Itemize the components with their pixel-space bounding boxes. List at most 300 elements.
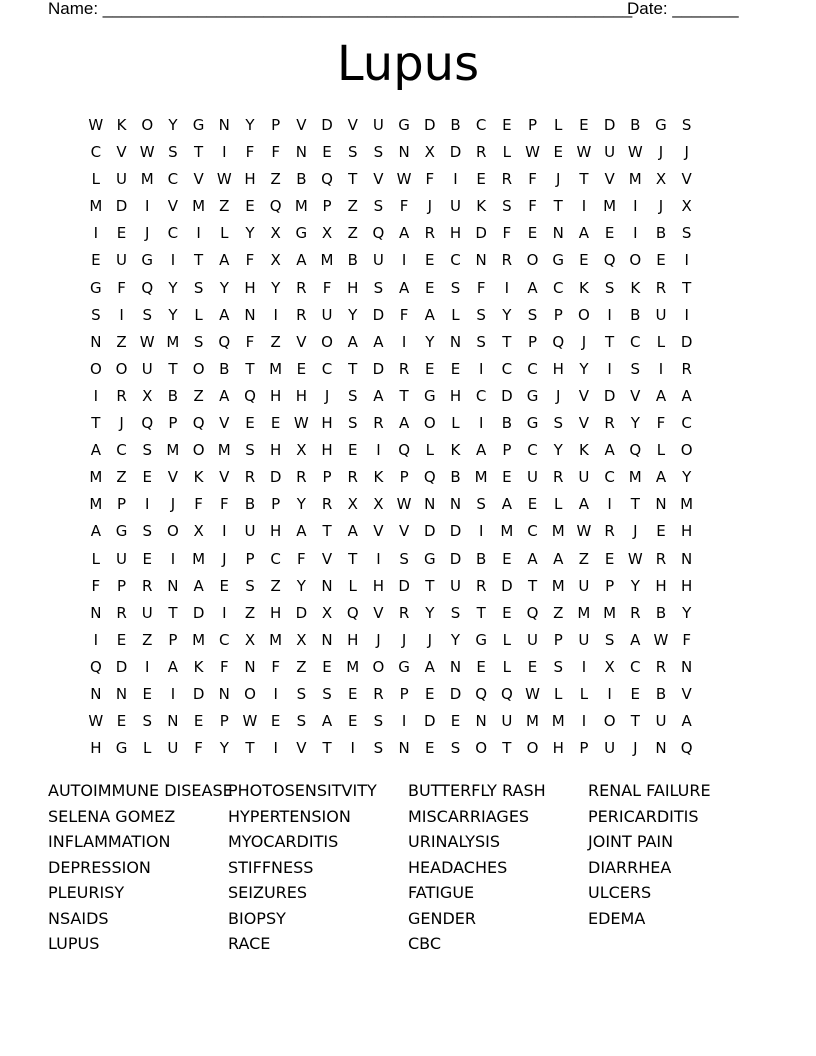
grid-letter: G bbox=[398, 116, 410, 134]
grid-letter: R bbox=[655, 657, 667, 676]
grid-letter: K bbox=[578, 278, 589, 297]
grid-letter: M bbox=[551, 712, 565, 731]
word-item: CBC bbox=[408, 934, 442, 953]
grid-letter: D bbox=[115, 197, 128, 216]
grid-letter: A bbox=[476, 441, 487, 460]
grid-letter: C bbox=[219, 630, 230, 649]
grid-letter: E bbox=[322, 657, 332, 676]
grid-letter: P bbox=[528, 116, 538, 134]
grid-letter: U bbox=[527, 468, 539, 487]
grid-letter: R bbox=[655, 549, 667, 568]
grid-letter: J bbox=[427, 630, 432, 649]
grid-letter: N bbox=[424, 495, 436, 514]
grid-row bbox=[83, 112, 700, 139]
grid-letter: T bbox=[399, 386, 409, 405]
grid-letter: Z bbox=[116, 468, 127, 487]
grid-row bbox=[83, 600, 700, 627]
grid-letter: G bbox=[423, 386, 436, 405]
grid-letter: I bbox=[607, 684, 612, 703]
grid-letter: X bbox=[270, 251, 281, 270]
grid-letter: T bbox=[348, 170, 358, 189]
grid-letter: F bbox=[656, 414, 666, 433]
grid-letter: L bbox=[91, 549, 101, 568]
grid-letter: X bbox=[270, 224, 281, 243]
grid-letter: C bbox=[630, 332, 641, 351]
word-item: PLEURISY bbox=[48, 883, 125, 902]
grid-letter: P bbox=[502, 441, 512, 460]
grid-letter: Y bbox=[296, 495, 306, 514]
grid-letter: D bbox=[269, 468, 282, 487]
grid-letter: D bbox=[192, 684, 205, 703]
grid-letter: C bbox=[552, 278, 564, 297]
grid-letter: S bbox=[296, 712, 307, 731]
grid-letter: U bbox=[116, 251, 128, 270]
grid-letter: I bbox=[170, 684, 176, 703]
grid-letter: J bbox=[222, 549, 227, 568]
grid-letter: O bbox=[244, 684, 256, 703]
grid-letter: Q bbox=[269, 197, 282, 216]
grid-letter: M bbox=[526, 712, 539, 731]
grid-letter: K bbox=[578, 441, 589, 460]
grid-letter: P bbox=[271, 116, 281, 134]
grid-letter: A bbox=[655, 468, 667, 487]
grid-letter: S bbox=[142, 522, 152, 541]
grid-letter: U bbox=[578, 576, 590, 595]
grid-letter: V bbox=[604, 170, 615, 189]
grid-letter: F bbox=[219, 495, 229, 514]
grid-letter: H bbox=[295, 386, 307, 405]
grid-letter: A bbox=[604, 441, 615, 460]
grid-letter: E bbox=[91, 251, 101, 270]
grid-letter: P bbox=[271, 495, 281, 514]
grid-letter: J bbox=[324, 386, 330, 405]
grid-letter: H bbox=[449, 386, 462, 405]
grid-letter: D bbox=[475, 224, 487, 243]
word-item: DIARRHEA bbox=[588, 857, 672, 877]
grid-letter: Q bbox=[192, 414, 205, 433]
grid-letter: S bbox=[450, 603, 461, 622]
grid-letter: N bbox=[475, 712, 487, 731]
grid-letter: J bbox=[556, 386, 561, 405]
grid-row bbox=[83, 356, 700, 383]
grid-letter: V bbox=[681, 684, 692, 703]
grid-letter: E bbox=[527, 224, 538, 243]
grid-letter: A bbox=[219, 386, 230, 405]
grid-letter: E bbox=[425, 359, 435, 378]
grid-letter: V bbox=[373, 522, 384, 541]
grid-letter: E bbox=[270, 414, 281, 433]
grid-letter: Q bbox=[475, 684, 488, 703]
grid-letter: I bbox=[607, 495, 612, 514]
grid-letter: O bbox=[578, 305, 590, 324]
grid-letter: P bbox=[579, 739, 589, 758]
grid-letter: I bbox=[145, 657, 150, 676]
grid-row bbox=[83, 410, 700, 437]
grid-letter: M bbox=[89, 468, 103, 487]
grid-letter: E bbox=[193, 712, 204, 731]
grid-letter: S bbox=[193, 332, 204, 351]
grid-letter: E bbox=[476, 657, 486, 676]
grid-letter: Q bbox=[89, 657, 102, 676]
grid-letter: P bbox=[219, 712, 229, 731]
grid-letter: H bbox=[270, 603, 282, 622]
grid-letter: S bbox=[322, 684, 332, 703]
word-column bbox=[408, 778, 588, 957]
grid-letter: A bbox=[373, 332, 384, 351]
grid-letter: N bbox=[244, 657, 256, 676]
grid-letter: I bbox=[581, 712, 587, 731]
grid-letter: A bbox=[630, 630, 641, 649]
grid-letter: J bbox=[145, 224, 150, 243]
grid-row bbox=[83, 275, 700, 302]
grid-letter: Y bbox=[271, 278, 281, 297]
grid-letter: F bbox=[322, 278, 332, 297]
grid-letter: O bbox=[192, 359, 205, 378]
word-item: NSAIDS bbox=[48, 908, 109, 928]
grid-letter: D bbox=[501, 386, 513, 405]
grid-letter: X bbox=[424, 143, 435, 162]
grid-letter: W bbox=[627, 549, 643, 568]
grid-letter: G bbox=[295, 224, 308, 243]
grid-letter: T bbox=[168, 359, 178, 378]
grid-letter: A bbox=[90, 441, 101, 460]
word-item: STIFFNESS bbox=[228, 857, 314, 877]
grid-letter: S bbox=[630, 359, 641, 378]
grid-letter: I bbox=[478, 414, 484, 433]
grid-letter: U bbox=[116, 549, 128, 568]
grid-letter: E bbox=[142, 549, 152, 568]
grid-letter: S bbox=[450, 278, 461, 297]
grid-letter: G bbox=[141, 251, 154, 270]
grid-letter: J bbox=[658, 197, 664, 216]
grid-letter: F bbox=[91, 576, 101, 595]
grid-letter: O bbox=[167, 522, 179, 541]
grid-letter: U bbox=[604, 739, 616, 758]
word-item: INFLAMMATION bbox=[48, 832, 171, 851]
grid-letter: L bbox=[220, 224, 229, 243]
grid-letter: K bbox=[193, 468, 204, 487]
grid-letter: I bbox=[684, 251, 689, 270]
grid-letter: I bbox=[607, 305, 612, 324]
grid-letter: I bbox=[581, 197, 587, 216]
grid-letter: Z bbox=[270, 332, 281, 351]
grid-letter: T bbox=[194, 251, 204, 270]
grid-letter: X bbox=[655, 170, 667, 189]
grid-letter: E bbox=[656, 251, 666, 270]
grid-letter: E bbox=[450, 712, 461, 731]
grid-letter: C bbox=[90, 143, 102, 162]
grid-letter: H bbox=[681, 522, 693, 541]
grid-letter: E bbox=[656, 522, 666, 541]
grid-letter: I bbox=[170, 251, 176, 270]
date-field-label: Date: _______ bbox=[627, 0, 739, 18]
grid-letter: L bbox=[502, 630, 512, 649]
grid-letter: N bbox=[449, 657, 462, 676]
grid-letter: M bbox=[192, 630, 206, 649]
grid-letter: R bbox=[244, 468, 256, 487]
grid-row bbox=[83, 166, 700, 193]
grid-letter: Y bbox=[168, 116, 178, 134]
grid-letter: B bbox=[167, 386, 179, 405]
grid-letter: I bbox=[273, 305, 278, 324]
grid-letter: T bbox=[425, 576, 435, 595]
grid-letter: T bbox=[682, 278, 692, 297]
grid-letter: A bbox=[347, 332, 358, 351]
grid-letter: P bbox=[399, 684, 409, 703]
grid-letter: E bbox=[425, 278, 435, 297]
grid-row bbox=[83, 573, 700, 600]
grid-letter: Y bbox=[348, 305, 358, 324]
grid-letter: W bbox=[627, 143, 643, 162]
grid-letter: T bbox=[245, 739, 255, 758]
grid-letter: R bbox=[347, 468, 358, 487]
grid-letter: U bbox=[578, 630, 590, 649]
grid-letter: S bbox=[399, 549, 409, 568]
grid-letter: W bbox=[88, 712, 104, 731]
grid-row bbox=[83, 247, 700, 274]
grid-letter: G bbox=[398, 657, 410, 676]
grid-letter: Z bbox=[193, 386, 204, 405]
grid-letter: M bbox=[500, 522, 514, 541]
grid-letter: O bbox=[629, 251, 642, 270]
grid-letter: F bbox=[194, 739, 203, 758]
grid-letter: H bbox=[449, 224, 462, 243]
word-item: ULCERS bbox=[588, 883, 652, 902]
grid-row bbox=[83, 708, 700, 735]
grid-letter: E bbox=[245, 197, 255, 216]
grid-letter: C bbox=[116, 441, 127, 460]
grid-row bbox=[83, 220, 700, 247]
grid-letter: W bbox=[293, 414, 309, 433]
grid-letter: S bbox=[142, 712, 152, 731]
grid-letter: R bbox=[373, 414, 384, 433]
grid-letter: A bbox=[681, 712, 692, 731]
grid-letter: C bbox=[527, 359, 538, 378]
word-item: LUPUS bbox=[48, 934, 100, 953]
grid-letter: G bbox=[526, 386, 539, 405]
grid-letter: S bbox=[245, 576, 255, 595]
grid-letter: D bbox=[501, 576, 513, 595]
grid-letter: F bbox=[682, 630, 691, 649]
grid-letter: L bbox=[554, 116, 563, 134]
grid-row bbox=[83, 735, 700, 762]
grid-letter: D bbox=[424, 116, 436, 134]
grid-letter: Y bbox=[296, 576, 306, 595]
grid-letter: F bbox=[528, 170, 537, 189]
grid-letter: T bbox=[579, 170, 589, 189]
grid-letter: G bbox=[526, 414, 539, 433]
grid-letter: U bbox=[655, 712, 667, 731]
grid-letter: W bbox=[576, 143, 592, 162]
grid-letter: Z bbox=[270, 170, 281, 189]
grid-letter: X bbox=[296, 630, 307, 649]
grid-letter: F bbox=[245, 251, 255, 270]
grid-letter: D bbox=[321, 116, 333, 134]
grid-letter: R bbox=[501, 251, 513, 270]
grid-letter: B bbox=[630, 116, 641, 134]
grid-letter: E bbox=[347, 712, 358, 731]
grid-letter: E bbox=[425, 251, 435, 270]
grid-letter: L bbox=[451, 305, 460, 324]
grid-letter: C bbox=[167, 170, 179, 189]
letter-grid bbox=[83, 112, 700, 762]
grid-letter: V bbox=[630, 386, 641, 405]
grid-letter: R bbox=[424, 224, 435, 243]
grid-letter: U bbox=[501, 712, 513, 731]
grid-letter: B bbox=[476, 549, 487, 568]
word-item: HYPERTENSION bbox=[228, 806, 351, 826]
grid-letter: G bbox=[192, 116, 205, 134]
grid-letter: J bbox=[119, 414, 124, 433]
grid-letter: L bbox=[579, 684, 589, 703]
grid-letter: C bbox=[475, 386, 487, 405]
grid-letter: U bbox=[449, 576, 461, 595]
grid-letter: D bbox=[449, 143, 462, 162]
grid-letter: S bbox=[347, 386, 358, 405]
grid-letter: S bbox=[553, 414, 563, 433]
grid-letter: Q bbox=[141, 278, 154, 297]
grid-row bbox=[83, 437, 700, 464]
grid-row bbox=[83, 383, 700, 410]
grid-letter: E bbox=[476, 170, 486, 189]
grid-letter: Q bbox=[372, 224, 385, 243]
grid-letter: E bbox=[116, 630, 127, 649]
grid-letter: H bbox=[244, 170, 256, 189]
grid-letter: A bbox=[193, 576, 204, 595]
grid-letter: N bbox=[655, 739, 667, 758]
grid-letter: P bbox=[117, 576, 127, 595]
grid-letter: A bbox=[321, 712, 333, 731]
grid-letter: Z bbox=[116, 332, 127, 351]
grid-letter: P bbox=[322, 197, 332, 216]
grid-letter: W bbox=[88, 116, 104, 134]
grid-letter: W bbox=[139, 143, 155, 162]
grid-letter: E bbox=[604, 549, 615, 568]
grid-letter: J bbox=[633, 522, 638, 541]
grid-letter: R bbox=[630, 603, 641, 622]
grid-letter: U bbox=[655, 305, 667, 324]
grid-letter: N bbox=[398, 143, 410, 162]
grid-letter: R bbox=[296, 278, 307, 297]
grid-letter: Y bbox=[219, 739, 229, 758]
grid-letter: Y bbox=[502, 305, 512, 324]
word-column bbox=[228, 778, 408, 957]
grid-letter: R bbox=[398, 603, 410, 622]
grid-letter: U bbox=[116, 170, 128, 189]
grid-letter: O bbox=[141, 116, 154, 134]
grid-letter: Z bbox=[347, 197, 358, 216]
grid-letter: U bbox=[372, 251, 384, 270]
grid-letter: N bbox=[398, 739, 410, 758]
word-column bbox=[588, 778, 768, 931]
grid-letter: X bbox=[244, 630, 256, 649]
grid-letter: J bbox=[556, 170, 561, 189]
grid-letter: O bbox=[372, 657, 385, 676]
grid-letter: Q bbox=[398, 441, 410, 460]
word-item: EDEMA bbox=[588, 908, 646, 928]
grid-letter: R bbox=[116, 603, 127, 622]
grid-row bbox=[83, 654, 700, 681]
grid-letter: T bbox=[630, 712, 640, 731]
grid-letter: E bbox=[347, 441, 358, 460]
grid-letter: I bbox=[633, 224, 638, 243]
grid-letter: F bbox=[399, 197, 409, 216]
grid-letter: O bbox=[321, 332, 333, 351]
grid-letter: L bbox=[425, 441, 434, 460]
grid-letter: U bbox=[578, 468, 590, 487]
grid-letter: V bbox=[681, 170, 692, 189]
grid-letter: B bbox=[219, 359, 230, 378]
grid-letter: S bbox=[527, 305, 538, 324]
grid-letter: B bbox=[244, 495, 256, 514]
grid-letter: Y bbox=[682, 468, 692, 487]
grid-letter: H bbox=[244, 278, 256, 297]
grid-letter: S bbox=[373, 278, 384, 297]
grid-letter: P bbox=[605, 576, 615, 595]
grid-letter: M bbox=[474, 468, 488, 487]
grid-letter: H bbox=[321, 414, 333, 433]
grid-letter: G bbox=[655, 116, 667, 134]
grid-letter: I bbox=[273, 684, 278, 703]
grid-letter: R bbox=[553, 468, 564, 487]
grid-letter: O bbox=[192, 441, 205, 460]
grid-letter: A bbox=[219, 251, 230, 270]
grid-letter: S bbox=[373, 197, 384, 216]
grid-letter: C bbox=[167, 224, 179, 243]
grid-letter: D bbox=[680, 332, 693, 351]
word-item: GENDER bbox=[408, 908, 477, 928]
grid-letter: S bbox=[142, 305, 152, 324]
word-item: BIOPSY bbox=[228, 908, 286, 928]
grid-letter: F bbox=[399, 305, 409, 324]
grid-letter: J bbox=[427, 197, 432, 216]
grid-letter: Y bbox=[245, 116, 255, 134]
grid-letter: X bbox=[604, 657, 615, 676]
grid-letter: B bbox=[450, 468, 461, 487]
grid-letter: E bbox=[502, 549, 512, 568]
grid-letter: I bbox=[684, 305, 689, 324]
grid-letter: C bbox=[321, 359, 333, 378]
grid-letter: Y bbox=[450, 630, 461, 649]
grid-letter: A bbox=[578, 495, 590, 514]
grid-letter: T bbox=[476, 603, 486, 622]
grid-letter: D bbox=[372, 359, 385, 378]
word-item: FATIGUE bbox=[408, 883, 475, 902]
grid-letter: R bbox=[373, 684, 384, 703]
grid-letter: J bbox=[376, 630, 381, 649]
grid-letter: R bbox=[501, 170, 513, 189]
grid-letter: Y bbox=[425, 603, 435, 622]
word-item: PHOTOSENSITVITY bbox=[228, 781, 377, 800]
grid-letter: Y bbox=[219, 278, 229, 297]
grid-letter: P bbox=[528, 332, 538, 351]
grid-letter: N bbox=[475, 251, 487, 270]
grid-letter: P bbox=[399, 468, 409, 487]
grid-letter: C bbox=[630, 657, 641, 676]
grid-letter: A bbox=[398, 414, 410, 433]
grid-letter: A bbox=[167, 657, 179, 676]
grid-letter: I bbox=[401, 712, 407, 731]
grid-letter: V bbox=[373, 170, 384, 189]
grid-letter: H bbox=[347, 630, 359, 649]
grid-letter: M bbox=[603, 197, 617, 216]
grid-letter: E bbox=[347, 684, 358, 703]
grid-letter: E bbox=[604, 224, 615, 243]
grid-letter: K bbox=[116, 116, 127, 134]
grid-letter: S bbox=[373, 739, 384, 758]
grid-letter: P bbox=[168, 414, 178, 433]
grid-letter: L bbox=[502, 657, 512, 676]
